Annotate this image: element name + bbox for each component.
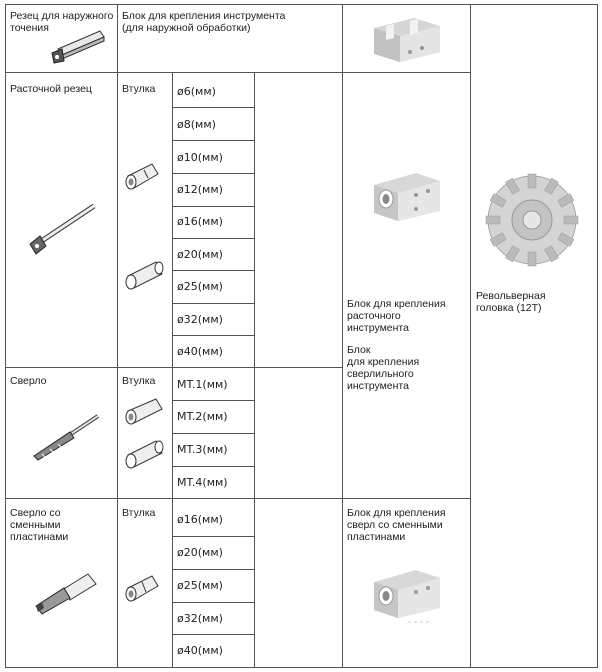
table-border-left bbox=[5, 4, 6, 668]
size-cell-divider bbox=[172, 238, 254, 239]
boring-bar-image bbox=[26, 200, 98, 260]
external-holder-block-image bbox=[370, 12, 444, 66]
size-cell: ø8(мм) bbox=[177, 118, 216, 131]
size-cell: MT.3(мм) bbox=[177, 443, 228, 456]
column-divider bbox=[117, 4, 118, 668]
external-turning-tool-label: Резец для наружного точения bbox=[10, 10, 114, 34]
size-cell-divider bbox=[172, 433, 254, 434]
insert-drill-image bbox=[32, 566, 102, 616]
size-cell: ø12(мм) bbox=[177, 183, 223, 196]
size-cell: ø25(мм) bbox=[177, 280, 223, 293]
size-cell: MT.1(мм) bbox=[177, 378, 228, 391]
sleeve-label: Втулка bbox=[122, 83, 156, 95]
size-cell-divider bbox=[172, 634, 254, 635]
size-cell-divider bbox=[172, 602, 254, 603]
turret-image bbox=[484, 172, 580, 268]
insert-drill-holder-label: Блок для крепления сверл со сменными пластинами bbox=[347, 507, 446, 543]
size-cell-divider bbox=[172, 569, 254, 570]
insert-drill-label: Сверло со сменными пластинами bbox=[10, 507, 69, 543]
size-cell: ø20(мм) bbox=[177, 248, 223, 261]
external-holder-label: Блок для крепления инструмента (для наружной обработки) bbox=[122, 10, 286, 34]
size-cell-divider bbox=[172, 173, 254, 174]
size-cell-divider bbox=[172, 107, 254, 108]
sleeve-image bbox=[122, 570, 164, 608]
size-cell: MT.2(мм) bbox=[177, 410, 228, 423]
size-cell: ø40(мм) bbox=[177, 644, 223, 657]
drill-label: Сверло bbox=[10, 375, 47, 387]
boring-tool-label: Расточной резец bbox=[10, 83, 92, 95]
size-cell-divider bbox=[172, 206, 254, 207]
size-cell-divider bbox=[172, 536, 254, 537]
table-border-bottom bbox=[5, 667, 598, 668]
boring-holder-block-image bbox=[366, 165, 446, 227]
size-cell: ø20(мм) bbox=[177, 546, 223, 559]
size-cell: ø16(мм) bbox=[177, 513, 223, 526]
sleeve-image bbox=[122, 395, 168, 429]
row-divider bbox=[5, 367, 342, 368]
size-cell: ø32(мм) bbox=[177, 612, 223, 625]
column-divider bbox=[172, 72, 173, 668]
row-divider bbox=[5, 72, 470, 73]
size-cell: MT.4(мм) bbox=[177, 476, 228, 489]
column-divider bbox=[470, 4, 471, 668]
sleeve-label: Втулка bbox=[122, 507, 156, 519]
size-cell: ø16(мм) bbox=[177, 215, 223, 228]
size-cell: ø40(мм) bbox=[177, 345, 223, 358]
size-cell-divider bbox=[172, 466, 254, 467]
sleeve-image bbox=[122, 256, 170, 296]
size-cell: ø6(мм) bbox=[177, 85, 216, 98]
turret-label: Револьверная головка (12T) bbox=[476, 290, 546, 314]
sleeve-label: Втулка bbox=[122, 375, 156, 387]
column-divider bbox=[342, 4, 343, 668]
boring-holder-label: Блок для крепления расточного инструмента bbox=[347, 298, 446, 334]
column-divider bbox=[254, 72, 255, 668]
size-cell-divider bbox=[172, 303, 254, 304]
drill-image bbox=[30, 412, 102, 462]
size-cell: ø25(мм) bbox=[177, 579, 223, 592]
external-turning-tool-image bbox=[48, 27, 108, 67]
size-cell-divider bbox=[172, 400, 254, 401]
size-cell: ø32(мм) bbox=[177, 313, 223, 326]
row-divider bbox=[5, 498, 470, 499]
sleeve-image bbox=[122, 437, 170, 473]
size-cell-divider bbox=[172, 270, 254, 271]
insert-drill-holder-block-image bbox=[366, 562, 446, 626]
table-border-right bbox=[597, 4, 598, 668]
size-cell-divider bbox=[172, 335, 254, 336]
sleeve-image bbox=[122, 160, 162, 196]
size-cell: ø10(мм) bbox=[177, 151, 223, 164]
drill-holder-label: Блок для крепления сверлильного инструмента bbox=[347, 344, 420, 392]
size-cell-divider bbox=[172, 140, 254, 141]
table-border-top bbox=[5, 4, 598, 5]
